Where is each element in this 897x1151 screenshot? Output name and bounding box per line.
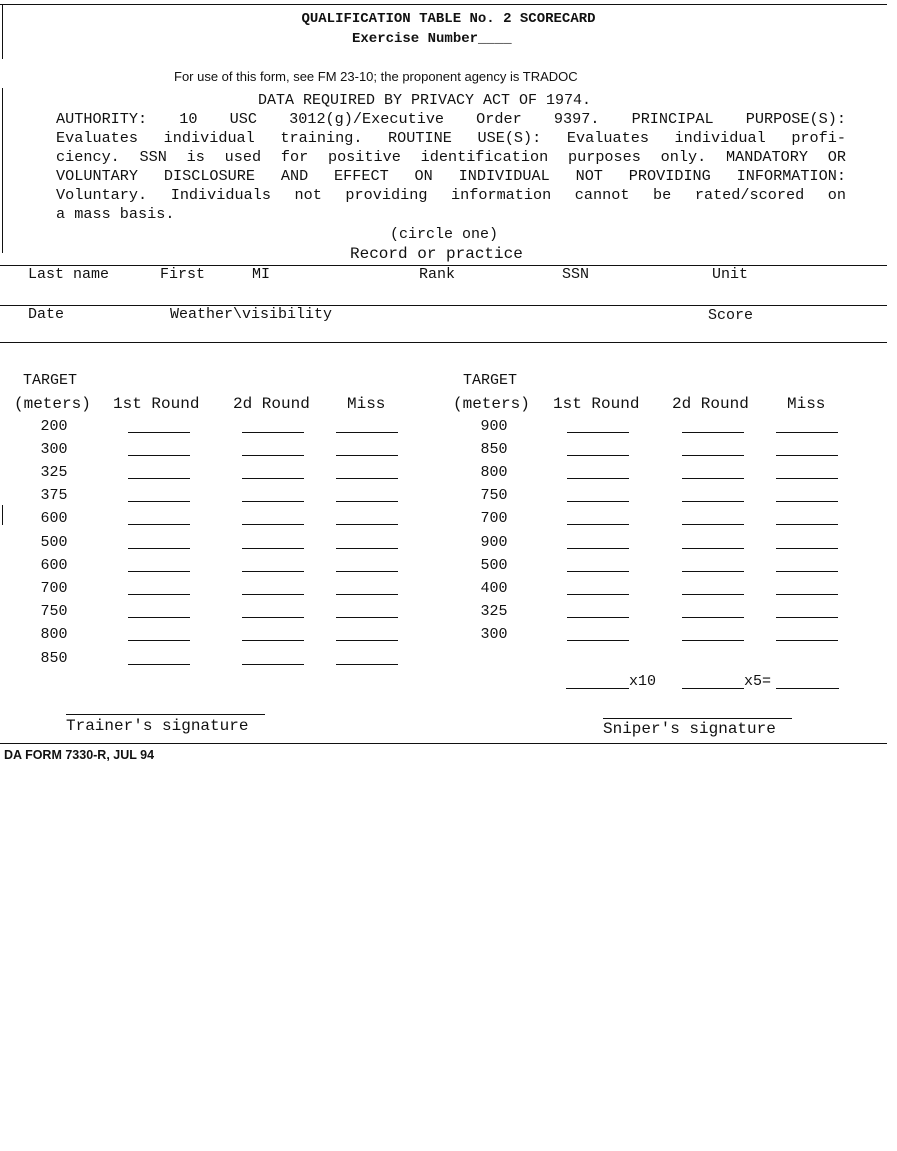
right-target-6: 900	[480, 534, 508, 551]
meters-header-right: (meters)	[453, 395, 530, 413]
second-round-header-right: 2d Round	[672, 395, 749, 413]
left-second-round-blank[interactable]	[242, 478, 304, 479]
right-miss-blank[interactable]	[776, 571, 838, 572]
right-second-round-blank[interactable]	[682, 478, 744, 479]
score-field[interactable]: Score	[708, 307, 754, 324]
right-second-round-blank[interactable]	[682, 455, 744, 456]
right-second-round-blank[interactable]	[682, 524, 744, 525]
left-miss-blank[interactable]	[336, 548, 398, 549]
left-first-round-blank[interactable]	[128, 617, 190, 618]
privacy-statement	[56, 110, 846, 224]
left-border-bottom	[2, 505, 3, 525]
right-first-round-blank[interactable]	[567, 478, 629, 479]
privacy-heading: DATA REQUIRED BY PRIVACY ACT OF 1974.	[258, 92, 592, 109]
right-target-9: 325	[480, 603, 508, 620]
left-target-7: 600	[40, 557, 68, 574]
right-target-10: 300	[480, 626, 508, 643]
right-miss-blank[interactable]	[776, 548, 838, 549]
date-field[interactable]: Date	[28, 306, 65, 323]
first-name-field[interactable]: First	[160, 266, 206, 283]
rank-field[interactable]: Rank	[419, 266, 456, 283]
form-use-note: For use of this form, see FM 23-10; the proponent agency is TRADOC	[174, 69, 578, 84]
final-total-blank[interactable]	[776, 688, 839, 689]
left-miss-blank[interactable]	[336, 501, 398, 502]
record-or-practice[interactable]: Record or practice	[350, 245, 523, 263]
left-miss-blank[interactable]	[336, 571, 398, 572]
right-miss-blank[interactable]	[776, 524, 838, 525]
left-target-11: 850	[40, 650, 68, 667]
left-target-9: 750	[40, 603, 68, 620]
right-target-4: 750	[480, 487, 508, 504]
unit-field[interactable]: Unit	[712, 266, 749, 283]
right-second-round-blank[interactable]	[682, 571, 744, 572]
privacy-line: VOLUNTARY DISCLOSURE AND EFFECT ON INDIVIDUAL NOT PROVIDING INFORMATION:	[56, 167, 846, 185]
privacy-line: a mass basis.	[56, 205, 175, 223]
left-first-round-blank[interactable]	[128, 432, 190, 433]
left-first-round-blank[interactable]	[128, 524, 190, 525]
target-header-right: TARGET	[463, 372, 518, 389]
sniper-signature-line[interactable]	[603, 718, 792, 719]
left-second-round-blank[interactable]	[242, 455, 304, 456]
left-target-1: 200	[40, 418, 68, 435]
right-miss-blank[interactable]	[776, 455, 838, 456]
left-miss-blank[interactable]	[336, 617, 398, 618]
meters-header-left: (meters)	[14, 395, 91, 413]
form-title: QUALIFICATION TABLE No. 2 SCORECARD	[301, 11, 596, 27]
right-first-round-blank[interactable]	[567, 640, 629, 641]
left-first-round-blank[interactable]	[128, 501, 190, 502]
left-second-round-blank[interactable]	[242, 432, 304, 433]
left-second-round-blank[interactable]	[242, 664, 304, 665]
left-target-8: 700	[40, 580, 68, 597]
privacy-line: AUTHORITY: 10 USC 3012(g)/Executive Order 9397. PRINCIPAL PURPOSE(S):	[56, 110, 846, 128]
left-miss-blank[interactable]	[336, 478, 398, 479]
left-miss-blank[interactable]	[336, 432, 398, 433]
top-border	[0, 4, 887, 5]
right-second-round-blank[interactable]	[682, 432, 744, 433]
left-first-round-blank[interactable]	[128, 571, 190, 572]
exercise-number[interactable]: Exercise Number____	[352, 31, 512, 47]
right-first-round-blank[interactable]	[567, 571, 629, 572]
right-first-round-blank[interactable]	[567, 594, 629, 595]
left-second-round-blank[interactable]	[242, 524, 304, 525]
left-first-round-blank[interactable]	[128, 548, 190, 549]
left-border-mid	[2, 88, 3, 253]
left-miss-blank[interactable]	[336, 594, 398, 595]
right-second-round-blank[interactable]	[682, 594, 744, 595]
circle-one-label: (circle one)	[390, 226, 499, 243]
right-target-1: 900	[480, 418, 508, 435]
trainer-signature-line[interactable]	[66, 714, 265, 715]
trainer-signature-label: Trainer's signature	[66, 717, 249, 735]
second-round-header-left: 2d Round	[233, 395, 310, 413]
left-second-round-blank[interactable]	[242, 617, 304, 618]
right-miss-blank[interactable]	[776, 478, 838, 479]
right-target-3: 800	[480, 464, 508, 481]
left-miss-blank[interactable]	[336, 664, 398, 665]
mi-field[interactable]: MI	[252, 266, 271, 283]
left-target-6: 500	[40, 534, 68, 551]
left-second-round-blank[interactable]	[242, 548, 304, 549]
right-first-round-blank[interactable]	[567, 524, 629, 525]
last-name-field[interactable]: Last name	[28, 266, 110, 283]
right-first-round-blank[interactable]	[567, 548, 629, 549]
right-miss-blank[interactable]	[776, 617, 838, 618]
x10-label: x10	[629, 673, 657, 690]
right-first-round-blank[interactable]	[567, 432, 629, 433]
right-first-round-blank[interactable]	[567, 501, 629, 502]
right-second-round-blank[interactable]	[682, 548, 744, 549]
right-target-8: 400	[480, 580, 508, 597]
sniper-signature-label: Sniper's signature	[603, 720, 776, 738]
left-target-3: 325	[40, 464, 68, 481]
right-second-round-blank[interactable]	[682, 617, 744, 618]
left-first-round-blank[interactable]	[128, 478, 190, 479]
left-first-round-blank[interactable]	[128, 455, 190, 456]
left-miss-blank[interactable]	[336, 455, 398, 456]
left-target-2: 300	[40, 441, 68, 458]
bottom-border	[0, 743, 887, 744]
privacy-line: ciency. SSN is used for positive identification purposes only. MANDATORY OR	[56, 148, 846, 166]
ssn-field[interactable]: SSN	[562, 266, 590, 283]
left-second-round-blank[interactable]	[242, 594, 304, 595]
right-first-round-blank[interactable]	[567, 455, 629, 456]
left-first-round-blank[interactable]	[128, 640, 190, 641]
miss-header-left: Miss	[347, 395, 386, 413]
first-round-header-right: 1st Round	[553, 395, 640, 413]
privacy-line: Voluntary. Individuals not providing information cannot be rated/scored on	[56, 186, 846, 204]
privacy-line: Evaluates individual training. ROUTINE USE(S): Evaluates individual profi-	[56, 129, 846, 147]
divider-table-top	[0, 342, 887, 343]
right-target-2: 850	[480, 441, 508, 458]
divider-identity-mid	[0, 305, 887, 306]
form-id: DA FORM 7330-R, JUL 94	[4, 748, 155, 762]
left-target-10: 800	[40, 626, 68, 643]
right-miss-blank[interactable]	[776, 501, 838, 502]
target-header-left: TARGET	[23, 372, 78, 389]
left-second-round-blank[interactable]	[242, 640, 304, 641]
left-miss-blank[interactable]	[336, 524, 398, 525]
miss-header-right: Miss	[787, 395, 826, 413]
left-target-5: 600	[40, 510, 68, 527]
left-second-round-blank[interactable]	[242, 501, 304, 502]
weather-visibility-field[interactable]: Weather\visibility	[170, 306, 333, 323]
left-first-round-blank[interactable]	[128, 664, 190, 665]
right-target-7: 500	[480, 557, 508, 574]
right-first-round-blank[interactable]	[567, 617, 629, 618]
right-second-round-blank[interactable]	[682, 640, 744, 641]
right-miss-blank[interactable]	[776, 640, 838, 641]
x5-total-blank[interactable]	[682, 688, 744, 689]
left-target-4: 375	[40, 487, 68, 504]
right-miss-blank[interactable]	[776, 594, 838, 595]
right-second-round-blank[interactable]	[682, 501, 744, 502]
left-first-round-blank[interactable]	[128, 594, 190, 595]
right-miss-blank[interactable]	[776, 432, 838, 433]
x10-total-blank[interactable]	[566, 688, 629, 689]
first-round-header-left: 1st Round	[113, 395, 200, 413]
left-second-round-blank[interactable]	[242, 571, 304, 572]
x5-label: x5=	[744, 673, 772, 690]
right-target-5: 700	[480, 510, 508, 527]
left-miss-blank[interactable]	[336, 640, 398, 641]
